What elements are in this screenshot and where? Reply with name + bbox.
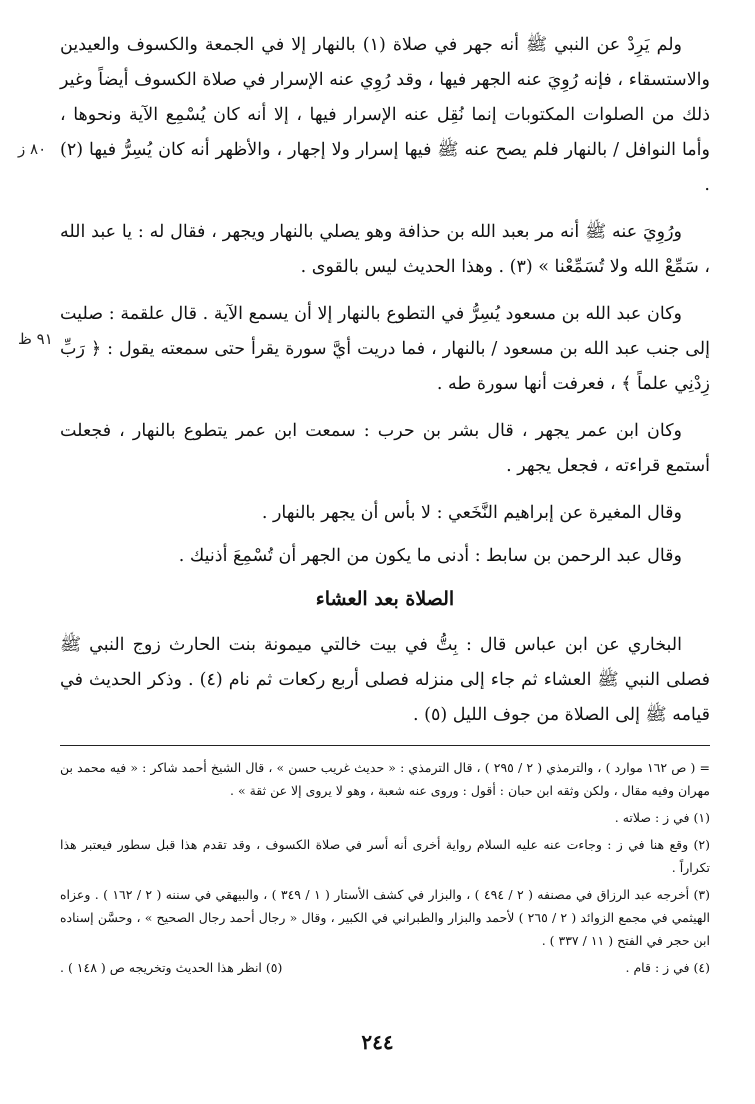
footnote-divider — [60, 745, 710, 746]
footnote-4: (٤) في ز : قام . — [625, 960, 710, 975]
paragraph-4: وكان ابن عمر يجهر ، قال بشر بن حرب : سمعت ابن عمر يتطوع بالنهار ، فجعلت أستمع قراءته ، فجعل يجهر . — [60, 421, 710, 476]
page-number: ٢٤٤ — [361, 1030, 394, 1054]
footnote-1: (١) في ز : صلاته . — [614, 810, 710, 825]
margin-note-91z: ٩١ ظ — [18, 330, 53, 348]
paragraph-2: ورُوِيَ عنه ﷺ أنه مر بعبد الله بن حذافة وهو يصلي بالنهار ويجهر ، فقال له : يا عبد الله ، سَمِّعْ الله ولا تُسَمِّعْنا » (٣) . وهذا الحديث ليس بالقوى . — [60, 222, 710, 277]
footnote-row-4-5 — [60, 956, 710, 979]
footnote-5: (٥) انظر هذا الحديث وتخريجه ص ( ١٤٨ ) . — [60, 960, 283, 975]
margin-note-80z: ٨٠ ز — [18, 140, 47, 158]
paragraph-1: ولم يَرِدْ عن النبي ﷺ أنه جهر في صلاة (١) بالنهار إلا في الجمعة والكسوف والعيدين والاستسقاء ، فإنه رُوِيَ عنه الجهر فيها ، وقد رُوِي عنه الإسرار في صلاة الكسوف أيضاً وغير ذلك من الصلوات المكتوبات إنما نُقِل عنه الإسرار فيها ، إلا أنه كان يُسْمِع الآية ونحوها ، وأما النوافل / بالنهار فلم يصح عنه ﷺ فيها إسرار ولا إجهار ، والأظهر أنه كان يُسِرُّ فيها (٢) . — [60, 35, 710, 195]
section-heading: الصلاة بعد العشاء — [315, 588, 455, 610]
paragraph-3: وكان عبد الله بن مسعود يُسِرُّ في التطوع بالنهار إلا أن يسمع الآية . قال علقمة : صليت إلى جنب عبد الله بن مسعود / بالنهار ، فما دريت أيَّ سورة يقرأ حتى سمعته يقول : ﴿ رَبِّ زِدْنِي علماً ﴾ ، فعرفت أنها سورة طه . — [60, 304, 710, 394]
page-body — [60, 28, 710, 979]
section-paragraph: البخاري عن ابن عباس قال : بِتُّ في بيت خالتي ميمونة بنت الحارث زوج النبي ﷺ فصلى النبي ﷺ العشاء ثم جاء إلى منزله فصلى أربع ركعات ثم نام (٤) . وذكر الحديث في قيامه ﷺ إلى الصلاة من جوف الليل (٥) . — [60, 635, 710, 725]
footnote-3: (٣) أخرجه عبد الرزاق في مصنفه ( ٢ / ٤٩٤ ) ، والبزار في كشف الأستار ( ١ / ٣٤٩ ) ، والبيهقي في سننه ( ٢ / ١٦٢ ) . وعزاه الهيثمي في مجمع الزوائد ( ٢ / ٢٦٥ ) لأحمد والبزار والطبراني في الكبير ، وقال « رجال أحمد رجال الصحيح » ، وحسَّن إسناده ابن حجر في الفتح ( ١١ / ٣٣٧ ) . — [60, 887, 710, 948]
footnote-continuation: = ( ص ١٦٢ موارد ) ، والترمذي ( ٢ / ٢٩٥ ) ، قال الترمذي : « حديث غريب حسن » ، قال الشيخ أحمد شاكر : « فيه محمد بن مهران وفيه مقال ، ولكن وثقه ابن حبان : أقول : وروى عنه شعبة ، وهو لا يروى إلا عن ثقة » . — [60, 760, 710, 798]
footnote-2: (٢) وقع هنا في ز : وجاءت عنه عليه السلام رواية أخرى أنه أسر في صلاة الكسوف ، وقد تقدم هذا قبل سطور فيعتبر هذا تكراراً . — [60, 837, 710, 875]
paragraph-6: وقال عبد الرحمن بن سابط : أدنى ما يكون من الجهر أن تُسْمِعَ أذنيك . — [178, 546, 682, 566]
paragraph-5: وقال المغيرة عن إبراهيم النَّخَعي : لا بأس أن يجهر بالنهار . — [261, 503, 682, 523]
